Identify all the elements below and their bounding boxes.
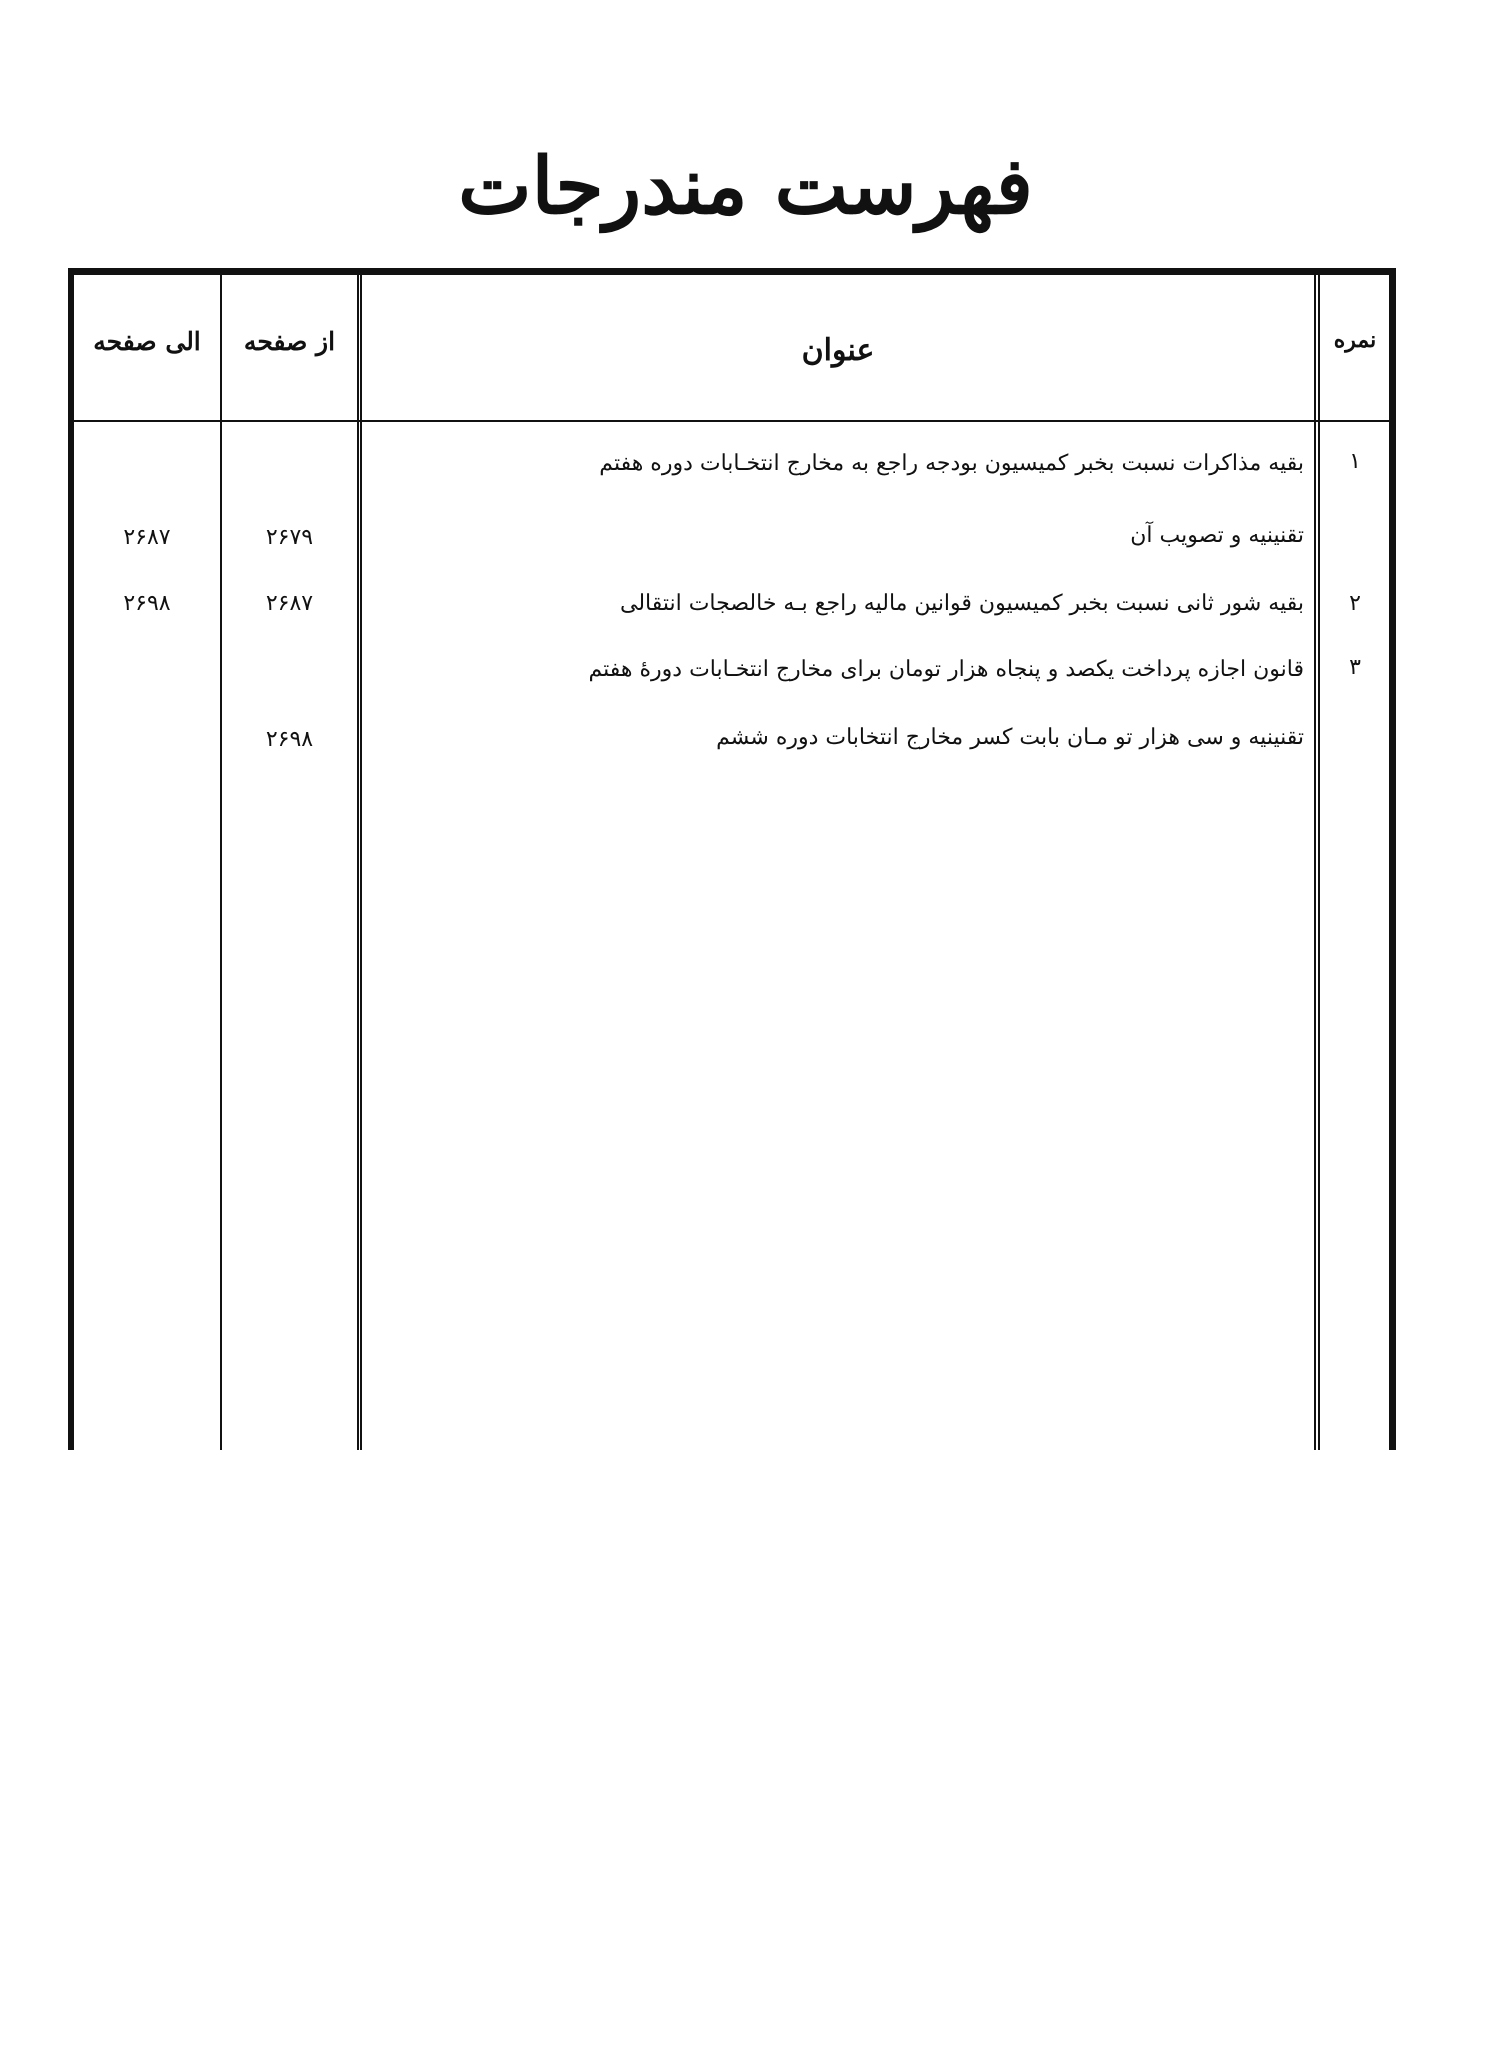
header-from-page: از صفحه bbox=[243, 327, 336, 356]
row-title-line: بقیه مذاکرات نسبت بخبر کمیسیون بودجه راجع به مخارج انتخـابات دوره هفتم bbox=[599, 451, 1304, 476]
row-title-line: قانون اجازه پرداخت یکصد و پنجاه هزار تومان برای مخارج انتخـابات دورهٔ هفتم bbox=[588, 657, 1304, 682]
row-title-line: تقنینیه و سی هزار تو مـان بابت کسر مخارج انتخابات دوره ششم bbox=[716, 725, 1304, 750]
header-to-page: الی صفحه bbox=[93, 327, 201, 356]
row-number: ۳ bbox=[1349, 655, 1361, 680]
column-divider bbox=[360, 275, 362, 1450]
row-number: ۲ bbox=[1349, 591, 1361, 616]
row-number: ۱ bbox=[1349, 449, 1361, 474]
row-from-page: ۲۶۷۹ bbox=[265, 525, 314, 550]
row-to-page: ۲۶۸۷ bbox=[123, 525, 171, 550]
row-title-line: تقنینیه و تصویب آن bbox=[1130, 523, 1304, 548]
table-of-contents bbox=[68, 268, 1396, 1450]
row-from-page: ۲۶۹۸ bbox=[265, 727, 314, 752]
page-title: فهرست مندرجات bbox=[458, 141, 1033, 232]
column-divider bbox=[357, 275, 359, 1450]
column-divider bbox=[220, 275, 222, 1450]
row-to-page: ۲۶۹۸ bbox=[123, 591, 171, 616]
header-number: نمره bbox=[1333, 327, 1377, 353]
header-title: عنوان bbox=[801, 333, 875, 368]
row-title-line: بقیه شور ثانی نسبت بخبر کمیسیون قوانین مالیه راجع بـه خالصجات انتقالی bbox=[619, 591, 1304, 616]
header-divider bbox=[74, 420, 1389, 422]
row-from-page: ۲۶۸۷ bbox=[265, 591, 314, 616]
column-divider bbox=[1314, 275, 1316, 1450]
